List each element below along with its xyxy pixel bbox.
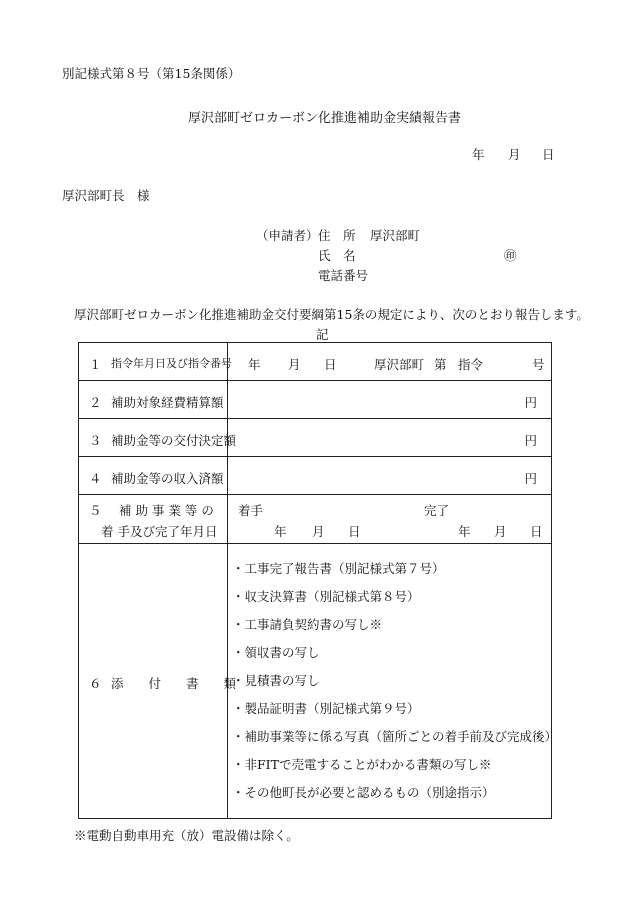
table-row	[79, 544, 552, 819]
list-item: ・工事請負契約書の写し※	[232, 617, 383, 632]
row-label: 添 付 書 類	[111, 676, 237, 691]
list-item: ・製品証明書（別記様式第９号）	[232, 701, 420, 716]
list-item: ・その他町長が必要と認めるもの（別途指示）	[232, 785, 495, 800]
row-label: 指令年月日及び指令番号	[111, 357, 232, 370]
addressee: 厚沢部町長 様	[62, 188, 150, 203]
end-day: 日	[530, 524, 543, 539]
r1-year: 年	[248, 357, 261, 372]
table-row	[79, 381, 552, 419]
footnote: ※電動自動車用充（放）電設備は除く。	[74, 828, 299, 843]
row-label: 補助金等の収入済額	[111, 471, 224, 486]
name-label: 氏 名	[318, 248, 356, 263]
r1-dai: 第	[434, 357, 447, 372]
row-label-line1: 補 助 事 業 等 の	[119, 503, 214, 518]
received-amount-cell[interactable]	[228, 457, 552, 495]
row-number: ３	[89, 433, 102, 448]
start-label: 着手	[238, 503, 264, 518]
address-value: 厚沢部町	[370, 228, 421, 243]
start-month: 月	[312, 524, 325, 539]
ki-heading: 記	[316, 327, 329, 342]
table-row	[79, 457, 552, 495]
r1-day: 日	[324, 357, 337, 372]
row-number: ５	[89, 503, 102, 518]
end-label: 完了	[424, 503, 450, 518]
seal-mark: ㊞	[504, 248, 517, 263]
directive-value-cell[interactable]	[228, 343, 552, 381]
document-title: 厚沢部町ゼロカーボン化推進補助金実績報告書	[188, 111, 462, 126]
table-row	[79, 419, 552, 457]
end-month: 月	[494, 524, 507, 539]
list-item: ・見積書の写し	[232, 673, 320, 688]
yen-unit: 円	[524, 433, 537, 448]
row-number: １	[89, 357, 102, 372]
r1-month: 月	[288, 357, 301, 372]
list-item: ・領収書の写し	[232, 645, 320, 660]
r1-town: 厚沢部町	[374, 357, 425, 372]
report-table	[78, 342, 558, 819]
list-item: ・非FITで売電することがわかる書類の写し※	[232, 757, 492, 772]
decided-amount-cell[interactable]	[228, 419, 552, 457]
start-day: 日	[348, 524, 361, 539]
row-number: ２	[89, 395, 102, 410]
date-year: 年	[472, 147, 485, 162]
applicant-label: （申請者）	[256, 228, 319, 243]
row-label: 補助対象経費精算額	[111, 395, 224, 410]
intro-text: 厚沢部町ゼロカーボン化推進補助金交付要綱第15条の規定により、次のとおり報告します。	[74, 307, 589, 322]
row-number: ６	[89, 676, 102, 691]
r1-shirei: 指令	[458, 357, 484, 372]
list-item: ・収支決算書（別記様式第８号）	[232, 589, 420, 604]
r1-go: 号	[532, 357, 545, 372]
attachments-cell	[228, 544, 558, 819]
date-month: 月	[508, 147, 521, 162]
list-item: ・補助事業等に係る写真（箇所ごとの着手前及び完成後）	[232, 729, 558, 744]
yen-unit: 円	[524, 471, 537, 486]
project-dates-cell[interactable]	[228, 495, 552, 544]
form-number: 別記様式第８号（第15条関係）	[62, 66, 241, 81]
row-label: 補助金等の交付決定額	[111, 433, 237, 448]
phone-label: 電話番号	[318, 268, 369, 283]
yen-unit: 円	[524, 395, 537, 410]
row-number: ４	[89, 471, 102, 486]
table-row	[79, 343, 552, 381]
address-label: 住 所	[318, 228, 356, 243]
settled-amount-cell[interactable]	[228, 381, 552, 419]
table-row	[79, 495, 552, 544]
list-item: ・工事完了報告書（別記様式第７号）	[232, 561, 445, 576]
end-year: 年	[458, 524, 471, 539]
attachments-list	[228, 555, 558, 807]
date-day: 日	[542, 147, 555, 162]
start-year: 年	[274, 524, 287, 539]
row-label-line2: 着 手及び完了年月日	[101, 524, 218, 539]
